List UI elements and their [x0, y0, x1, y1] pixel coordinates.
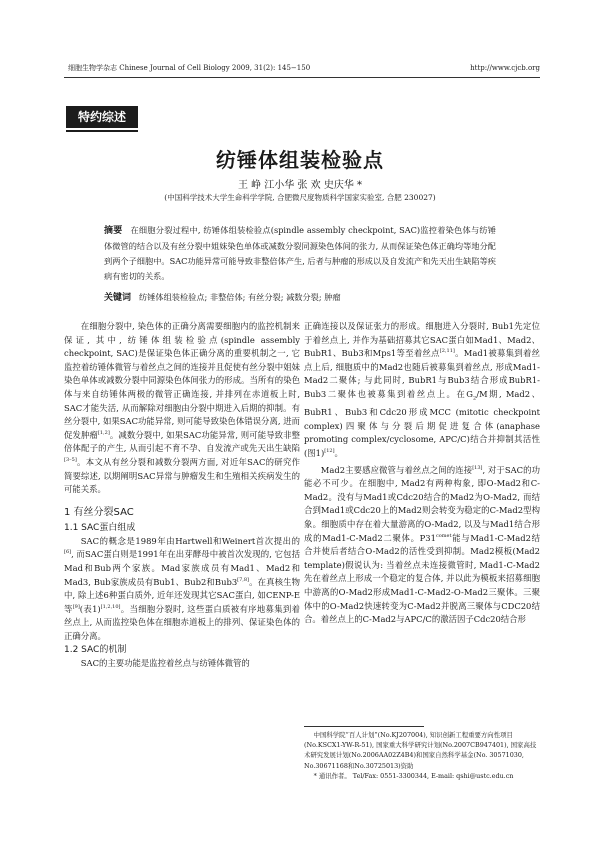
keywords-label: 关键词 — [104, 293, 132, 303]
section-heading-1: 1 有丝分裂SAC — [64, 506, 134, 518]
subsection-heading-1-2: 1.2 SAC的机制 — [64, 645, 127, 656]
article-title: 纺锤体组装检验点 — [216, 148, 384, 172]
journal-citation: 细胞生物学杂志 Chinese Journal of Cell Biology 2009, 31(2): 145−150 — [68, 64, 311, 72]
abstract — [104, 223, 496, 284]
author-list: 王 峥 江小华 张 欢 史庆华 * — [237, 180, 363, 191]
journal-url[interactable]: http://www.cjcb.org — [470, 64, 540, 72]
intro-paragraph: 在细胞分裂中, 染色体的正确分离需要细胞内的监控机制来保证, 其中, 纺锤体组装检验点(spindle assembly checkpoint, SAC)是保证染色体正确分离的重要机制之一, 它监控着纺锤体微管与着丝点之间的连接并且促使有丝分裂中姐妹染色单体或减数分裂中同源染色体间张力的形成。当所有的染色体与来自纺锤体两极的微管正确连接, 并排列在赤道板上时, SAC才能失活, 从而解除对细胞由分裂中期进入后期的抑制。有丝分裂中, 如果SAC功能异常, 则可能导致染色体错误分离, 进而促发肿瘤[1,2]。减数分裂中, 如果SAC功能异常, 则可能导致非整倍体配子的产生, 从而引起不育不孕、自发流产或先天出生缺陷[3–5]。本文从有丝分裂和减数分裂两方面, 对近年SAC的研究作简要综述, 以期阐明SAC异常与肿瘤发生和生殖相关疾病发生的可能关系。 — [64, 321, 301, 495]
citation[interactable]: [12] — [324, 448, 335, 455]
running-header — [68, 64, 540, 73]
citation[interactable]: [3–5] — [64, 457, 77, 464]
superscript: comet — [435, 532, 452, 539]
abstract-text: 在细胞分裂过程中, 纺锤体组装检验点(spindle assembly checkpoint, SAC)监控着染色体与纺锤体微管的结合以及有丝分裂中姐妹染色单体或减数分裂同源染色体间的张力, 从而保证染色体正确均等地分配到两个子细胞中。SAC功能异常可能导致非整倍体产生, 后者与肿瘤的形成以及自发流产和先天出生缺陷等疾病有密切的关系。 — [104, 225, 496, 281]
body-paragraph: Mad2主要感应微管与着丝点之间的连接[13], 对于SAC的功能必不可少。在细胞中, Mad2有两种构象, 即O-Mad2和C-Mad2。没有与Mad1或Cdc20结合的Mad2为O-Mad2, 而结合到Mad1或Cdc20上的Mad2则会转变为稳定的C-Mad2型构象。细胞质中存在着大量游离的O-Mad2, 以及与Mad1结合形成的Mad1-C-Mad2二聚体。P31$^{comet}$能与Mad1-C-Mad2结合并使后者结合O-Mad2的活性受到抑制。Mad2模板(Mad2 template)假说认为: 当着丝点未连接微管时, Mad1-C-Mad2先在着丝点上形成一个稳定的复合体, 并以此为模板来招募细胞中游离的O-Mad2形成Mad1-C-Mad2-O-Mad2三聚体。三聚体中的O-Mad2快速转变为C-Mad2并脱离三聚体与CDC20结合。着丝点上的C-Mad2与APC/C的激活因子Cdc20结合形 — [304, 464, 540, 625]
footnote-divider — [304, 726, 424, 727]
citation[interactable]: [1,2,10] — [100, 603, 121, 610]
correspondence-note: * 通讯作者。 Tel/Fax: 0551-3300344, E-mail: qshi@ustc.edu.cn — [313, 771, 514, 780]
body-paragraph: 正确连接以及保证张力的形成。细胞进入分裂时, Bub1先定位于着丝点上, 并作为基础招募其它SAC蛋白如Mad1、Mad2、BubR1、Bub3和Mps1等至着丝点[2,11]。Mad1被募集到着丝点上后, 细胞质中的Mad2也随后被募集到着丝点, 形成Mad1-Mad2二聚体; 与此同时, BubR1与Bub3结合形成BubR1-Bub3二聚体也被募集到着丝点上。在$G_2/M$期, Mad2、BubR1、Bub3和Cdc20形成MCC (mitotic checkpoint complex)四聚体与分裂后期促进复合体(anaphase promoting complex/cyclosome, APC/C)结合并抑制其活性(图1)[12]。 — [304, 321, 540, 459]
author-affiliation: (中国科学技术大学生命科学学院, 合肥微尺度物质科学国家实验室, 合肥 230027) — [164, 193, 436, 202]
section-tag: 特约综述 — [66, 106, 138, 128]
body-paragraph: SAC的概念是1989年由Hartwell和Weinert首次提出的[6], 而SAC蛋白则是1991年在出芽酵母中被首次发现的, 它包括Mad和Bub两个家族。Mad家族成员有Mad1、Mad2和Mad3, Bub家族成员有Bub1、Bub2和Bub3[7,8]。在真核生物中, 除上述6种蛋白质外, 近年还发现其它SAC蛋白, 如CENP-E等[9](表1)[1,2,10]。当细胞分裂时, 这些蛋白质被有序地募集到着丝点上, 从而监控染色体在细胞赤道板上的排列、保证染色体的正确分离。 — [64, 535, 300, 641]
body-paragraph: SAC的主要功能是监控着丝点与纺锤体微管的 — [80, 658, 250, 669]
funding-note: 中国科学院“百人计划”(No.KJ207004), 知识创新工程重要方向性项目(No.KSCX1-YW-R-51), 国家重大科学研究计划(No.2007CB947401), 国家高技术研究发展计划(No.2006AA02Z4B4)和国家自然科学基金(No. 30571030, No.30671168和No.30725013)资助 — [304, 731, 537, 770]
keywords-text: 纺锤体组装检验点; 非整倍体; 有丝分裂; 减数分裂; 肿瘤 — [139, 292, 341, 302]
subsection-heading-1-1: 1.1 SAC蛋白组成 — [64, 522, 136, 533]
citation[interactable]: [1,2] — [97, 429, 110, 436]
section-tag-underline — [66, 130, 138, 132]
citation[interactable]: [13] — [472, 464, 483, 471]
abstract-label: 摘要 — [104, 226, 123, 236]
footnotes — [304, 730, 540, 781]
citation[interactable]: [6] — [64, 549, 72, 556]
header-divider — [64, 77, 540, 78]
citation[interactable]: [9] — [72, 603, 80, 610]
left-column — [64, 320, 300, 671]
right-column — [304, 320, 540, 627]
citation[interactable]: [2,11] — [439, 348, 455, 355]
subscript: 2 — [473, 395, 477, 402]
citation[interactable]: [7,8] — [237, 576, 250, 583]
keywords — [104, 291, 496, 304]
